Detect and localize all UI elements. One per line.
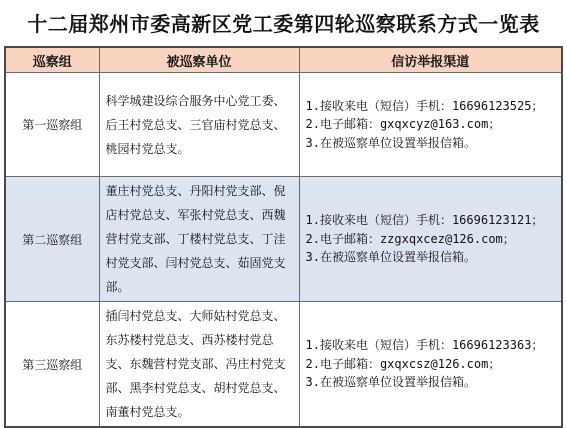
- page-title: 十二届郑州市委高新区党工委第四轮巡察联系方式一览表: [27, 11, 540, 36]
- channels-cell: [299, 302, 562, 428]
- table-row: [5, 177, 562, 302]
- email-line: 2.电子邮箱：gxqxcsz@126.com；: [305, 356, 501, 371]
- units-cell: 董庄村党总支、丹阳村党支部、倪店村党总支、军张村党总支、西魏营村党支部、丁楼村党总支、丁洼村党支部、闫村党总支、茹固党支部。: [99, 177, 299, 302]
- hotline-line: 1.接收来电（短信）手机：16696123363；: [305, 338, 544, 353]
- mailbox-line: 3.在被巡察单位设置举报信箱。: [305, 135, 476, 150]
- hotline-line: 1.接收来电（短信）手机：16696123525；: [305, 98, 544, 113]
- mailbox-line: 3.在被巡察单位设置举报信箱。: [305, 250, 476, 265]
- channels-cell: [299, 177, 562, 302]
- table-row: [5, 302, 562, 428]
- mailbox-line: 3.在被巡察单位设置举报信箱。: [305, 375, 476, 390]
- header-group: 巡察组: [5, 47, 99, 73]
- group-cell: 第三巡察组: [5, 302, 99, 428]
- channels-cell: [299, 73, 562, 177]
- hotline-line: 1.接收来电（短信）手机：16696123121；: [305, 213, 544, 228]
- units-cell: 科学城建设综合服务中心党工委、后王村党总支、三官庙村党总支、桃园村党总支。: [99, 73, 299, 177]
- email-line: 2.电子邮箱：zzgxqxcez@126.com；: [305, 231, 515, 246]
- table-row: [5, 73, 562, 177]
- inspection-contact-table: [4, 46, 563, 428]
- table-header-row: [5, 47, 562, 73]
- group-cell: 第二巡察组: [5, 177, 99, 302]
- units-cell: 插闫村党总支、大师姑村党总支、东苏楼村党总支、西苏楼村党总支、东魏营村党支部、冯庄村党支部、黑李村党总支、胡村党总支、南董村党总支。: [99, 302, 299, 428]
- group-cell: 第一巡察组: [5, 73, 99, 177]
- email-line: 2.电子邮箱：gxqxcyz@163.com；: [305, 117, 501, 132]
- header-units: 被巡察单位: [99, 47, 299, 73]
- header-channels: 信访举报渠道: [299, 47, 562, 73]
